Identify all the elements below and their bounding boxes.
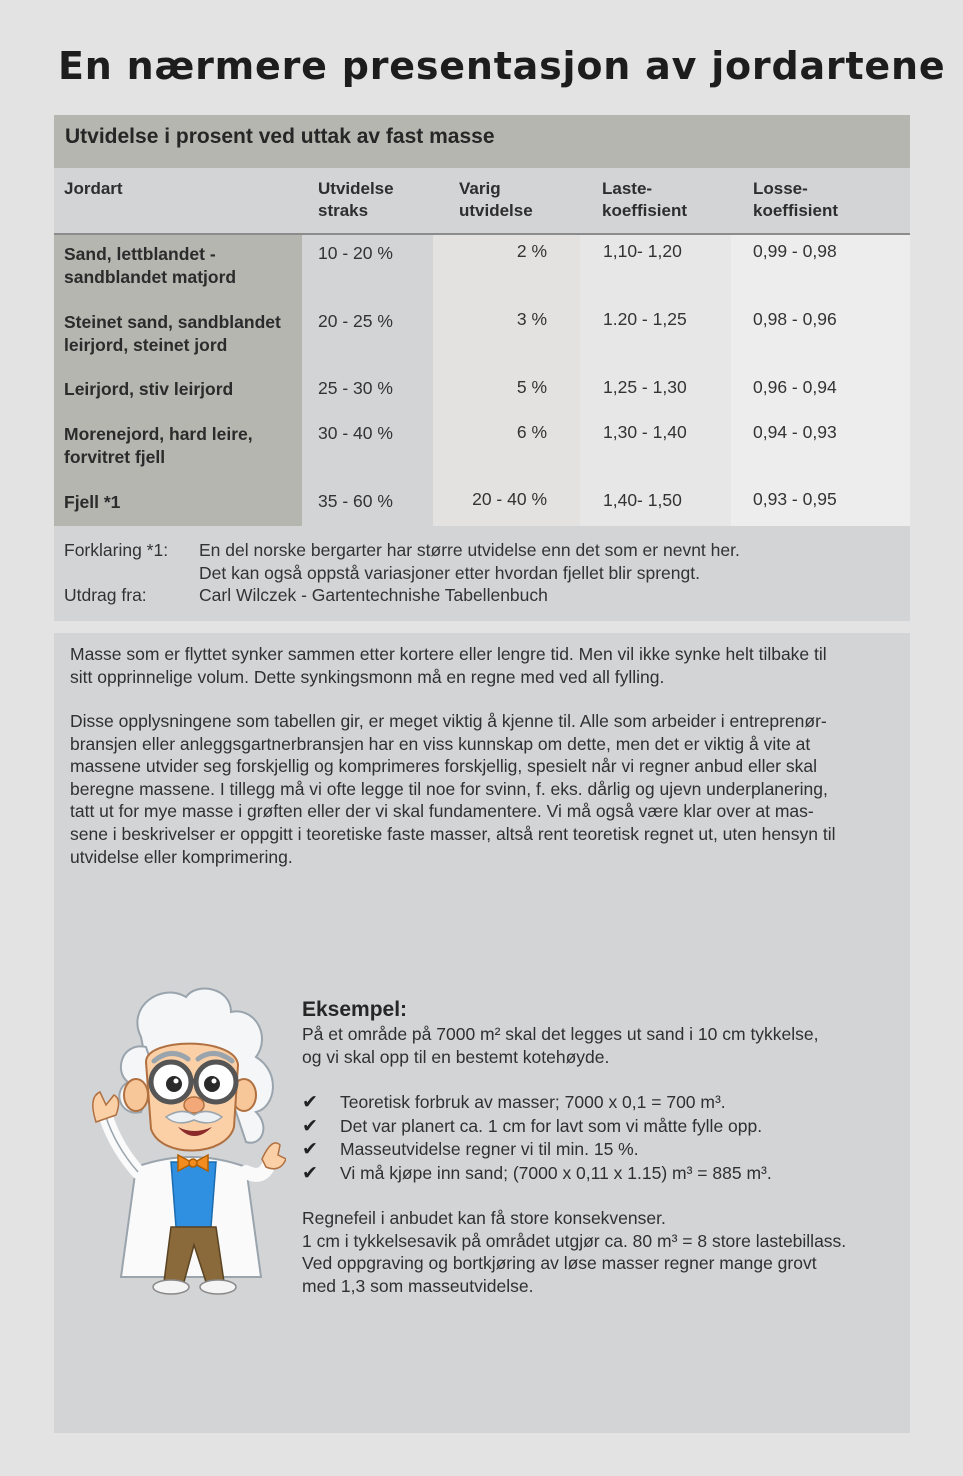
checkmark-icon: ✔ [302,1139,318,1161]
checkmark-icon: ✔ [302,1092,318,1114]
checkmark-icon: ✔ [302,1115,318,1137]
row-steinet-sand-name: Steinet sand, sandblandet leirjord, steinet jord [64,312,281,355]
row-leirjord-name: Leirjord, stiv leirjord [64,379,234,399]
checkmark-icon: ✔ [302,1162,318,1184]
expansion-table-panel [54,115,910,621]
column-header-jordart: Jordart [64,179,123,198]
checklist-item: ✔ Teoretisk forbruk av masser; 7000 x 0,1 = 700 m³. [302,1092,726,1114]
column-header-utvidelse-straks: Utvidelse straks [318,179,394,220]
example-conclusion: Regnefeil i anbudet kan få store konsekvenser. 1 cm i tykkelsesavik på området utgjør ca. 80 m³ = 8 store lastebillass. Ved oppgraving og bortkjøring av løse masser regner mange grovt med 1,3 som masseutvidelse. [302,1208,847,1296]
row-fjell-varig: 20 - 40 % [472,489,547,509]
row-steinet-sand-utvidelse: 20 - 25 % [318,311,393,331]
row-sand-laste: 1,10- 1,20 [603,241,682,261]
checklist-item: ✔ Det var planert ca. 1 cm for lavt som vi måtte fylle opp. [302,1115,763,1137]
page-title: En nærmere presentasjon av jordartene [58,44,946,88]
professor-mascot-illustration [66,977,286,1307]
footnote-label: Forklaring *1: [64,540,169,560]
example-heading: Eksempel: [302,998,408,1021]
row-sand-losse: 0,99 - 0,98 [753,241,837,261]
info-text-panel [54,633,910,1433]
source-text: Carl Wilczek - Gartentechnishe Tabellenbuch [199,585,548,605]
header-divider [54,233,910,235]
checklist-item: ✔ Masseutvidelse regner vi til min. 15 %. [302,1139,639,1161]
source-label: Utdrag fra: [64,585,147,605]
example-section [302,997,902,1298]
example-intro: På et område på 7000 m² skal det legges ut sand i 10 cm tykkelse, og vi skal opp til en bestemt kotehøyde. [302,1024,819,1067]
example-checklist [302,1091,902,1185]
row-leirjord-laste: 1,25 - 1,30 [603,377,687,397]
row-leirjord-utvidelse: 25 - 30 % [318,378,393,398]
paragraph-settling: Masse som er flyttet synker sammen etter kortere eller lengre tid. Men vil ikke synke helt tilbake til sitt opprinnelige volum. Dette synkingsmonn må en regne med ved all fylling. [70,644,827,687]
row-steinet-sand-losse: 0,98 - 0,96 [753,309,837,329]
footnote-text: En del norske bergarter har større utvidelse enn det som er nevnt her. Det kan også oppstå variasjoner etter hvordan fjellet blir sprengt. [199,540,740,583]
row-leirjord-varig: 5 % [516,377,547,397]
row-morenejord-utvidelse: 30 - 40 % [318,423,393,443]
row-morenejord-losse: 0,94 - 0,93 [753,422,837,442]
checklist-item: ✔ Vi må kjøpe inn sand; (7000 x 0,11 x 1.15) m³ = 885 m³. [302,1162,772,1184]
row-steinet-sand-laste: 1.20 - 1,25 [603,309,687,329]
row-fjell-utvidelse: 35 - 60 % [318,491,393,511]
column-header-varig-utvidelse: Varig utvidelse [459,179,533,220]
column-header-lossekoeffisient: Losse- koeffisient [753,179,839,220]
row-fjell-laste: 1,40- 1,50 [603,490,682,510]
column-header-lastekoeffisient: Laste- koeffisient [602,179,688,220]
row-leirjord-losse: 0,96 - 0,94 [753,377,837,397]
row-sand-varig: 2 % [516,241,547,261]
row-steinet-sand-varig: 3 % [516,309,547,329]
row-morenejord-varig: 6 % [516,422,547,442]
row-sand-utvidelse: 10 - 20 % [318,243,393,263]
table-heading: Utvidelse i prosent ved uttak av fast masse [65,125,495,148]
row-fjell-losse: 0,93 - 0,95 [753,489,837,509]
table-heading-band [54,115,910,168]
paragraph-importance: Disse opplysningene som tabellen gir, er meget viktig å kjenne til. Alle som arbeider i entreprenør- bransjen eller anleggsgartnerbransjen har en viss kunnskap om dette, men det er viktig å vite at massene utvider seg forskjellig og komprimeres forskjellig, spesielt når vi regner anbud eller skal beregne massene. I tillegg må vi ofte legge til noe for svinn, f. eks. dårlig og ujevn underplanering, tatt ut for mye masse i grøften eller der vi skal fundamentere. Vi må også være klar over at mas- sene i beskrivelser er oppgitt i teoretiske faste masser, altså rent teoretisk regnet ut, uten hensyn til utvidelse eller komprimering. [70,711,836,867]
row-sand-name: Sand, lettblandet - sandblandet matjord [64,244,237,287]
row-morenejord-laste: 1,30 - 1,40 [603,422,687,442]
row-fjell-name: Fjell *1 [64,492,121,512]
row-morenejord-name: Morenejord, hard leire, forvitret fjell [64,424,253,467]
